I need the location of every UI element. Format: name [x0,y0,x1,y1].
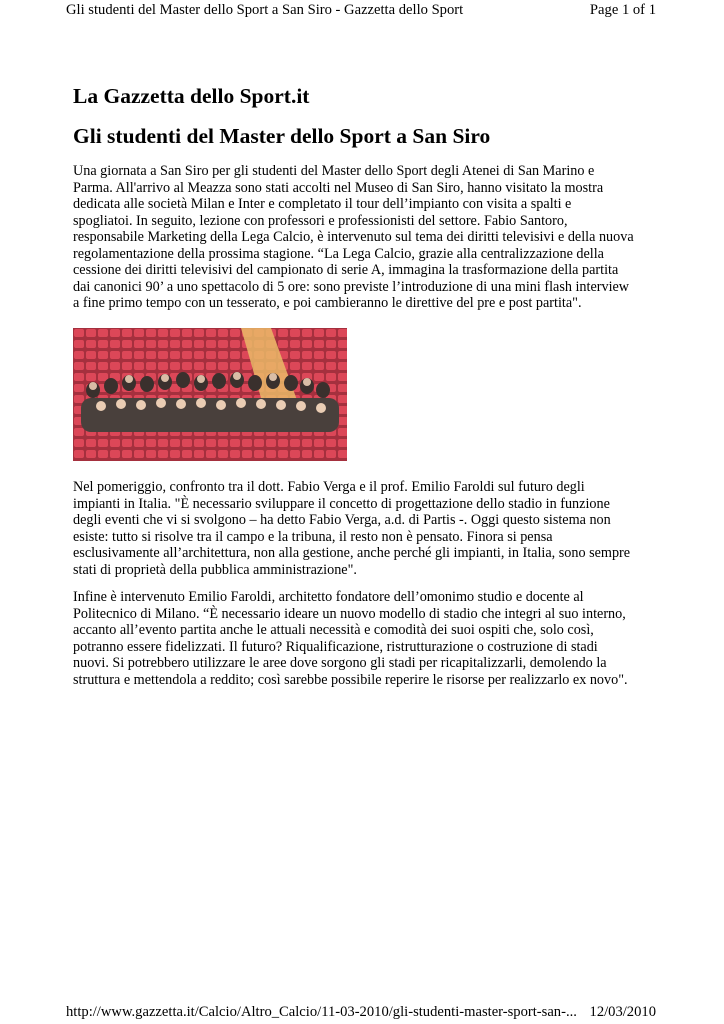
text-line: regolamentazione della prossima stagione. “La Lega Calcio, grazie alla centralizzazione della [73,245,604,262]
text-line: Parma. All'arrivo al Meazza sono stati accolti nel Museo di San Siro, hanno visitato la mostra [73,179,604,196]
text-line: Nel pomeriggio, confronto tra il dott. Fabio Verga e il prof. Emilio Faroldi sul futuro degli [73,479,585,495]
text-line: spogliatoi. In seguito, lezione con professori e professionisti del settore. Fabio Santoro, [73,212,568,229]
article-paragraph-3 [73,589,663,688]
text-line: cessione dei diritti televisivi del campionato di serie A, immagina la trasformazione della partita [73,262,619,278]
text-line: esclusivamente all’architettura, non alla gestione, anche perché gli impianti, in Italia, sono sempre [73,545,631,561]
article-title: Gli studenti del Master dello Sport a San Siro [73,124,491,148]
site-title: La Gazzetta dello Sport.it [73,84,310,108]
article-paragraph-2 [73,479,663,578]
print-header-title: Gli studenti del Master dello Sport a San Siro - Gazzetta dello Sport [66,2,464,18]
text-line: Una giornata a San Siro per gli studenti del Master dello Sport degli Atenei di San Marino e [73,163,595,179]
text-line: esiste: tutto si risolve tra il campo e la tribuna, il resto non è pensato. Finora si pensa [73,528,553,545]
print-header-page-number: Page 1 of 1 [589,2,656,18]
text-line: impianti in Italia. "È necessario sviluppare il concetto di progettazione dello stadio in funzione [73,495,610,512]
text-line: dedicata alle società Milan e Inter e completato il tour dell’impianto con visita a spalti e [73,196,572,212]
text-line: responsabile Marketing della Lega Calcio, è intervenuto sul tema dei diritti televisivi e della nuova [73,229,634,245]
text-line: degli eventi che vi si svolgono – ha detto Fabio Verga, a.d. di Partis -. Oggi questo sistema non [73,512,611,528]
text-line: accanto all’evento partita anche le attuali necessità e comodità dei suoi ospiti che, solo così, [73,622,594,638]
text-line: Infine è intervenuto Emilio Faroldi, architetto fondatore dell’omonimo studio e docente al [73,589,584,605]
text-line: dai canonici 90’ a uno spettacolo di 5 ore: sono previste l’introduzione di una mini flash interview [73,278,630,295]
text-line: Politecnico di Milano. “È necessario ideare un nuovo modello di stadio che integri al suo interno, [73,605,626,622]
text-line: nuovi. Si potrebbero utilizzare le aree dove sorgono gli stadi per ricapitalizzarli, demolendo la [73,655,607,671]
text-line: potranno essere fidelizzati. Il futuro? Riqualificazione, ristrutturazione o costruzione di stadi [73,638,598,655]
print-footer-url: http://www.gazzetta.it/Calcio/Altro_Calcio/11-03-2010/gli-studenti-master-sport-san-... [66,1004,577,1020]
article-paragraph-1 [73,163,663,312]
article-photo [73,328,347,461]
text-line: a fine primo tempo con un tesserato, e poi cambieranno le direttive del pre e post partita". [73,295,582,311]
print-footer-date: 12/03/2010 [589,1004,656,1020]
text-line: struttura e mettendola a reddito; così sarebbe possibile reperire le risorse per realizzarlo ex novo". [73,671,628,688]
text-line: stati di proprietà della pubblica amministrazione". [73,561,357,578]
